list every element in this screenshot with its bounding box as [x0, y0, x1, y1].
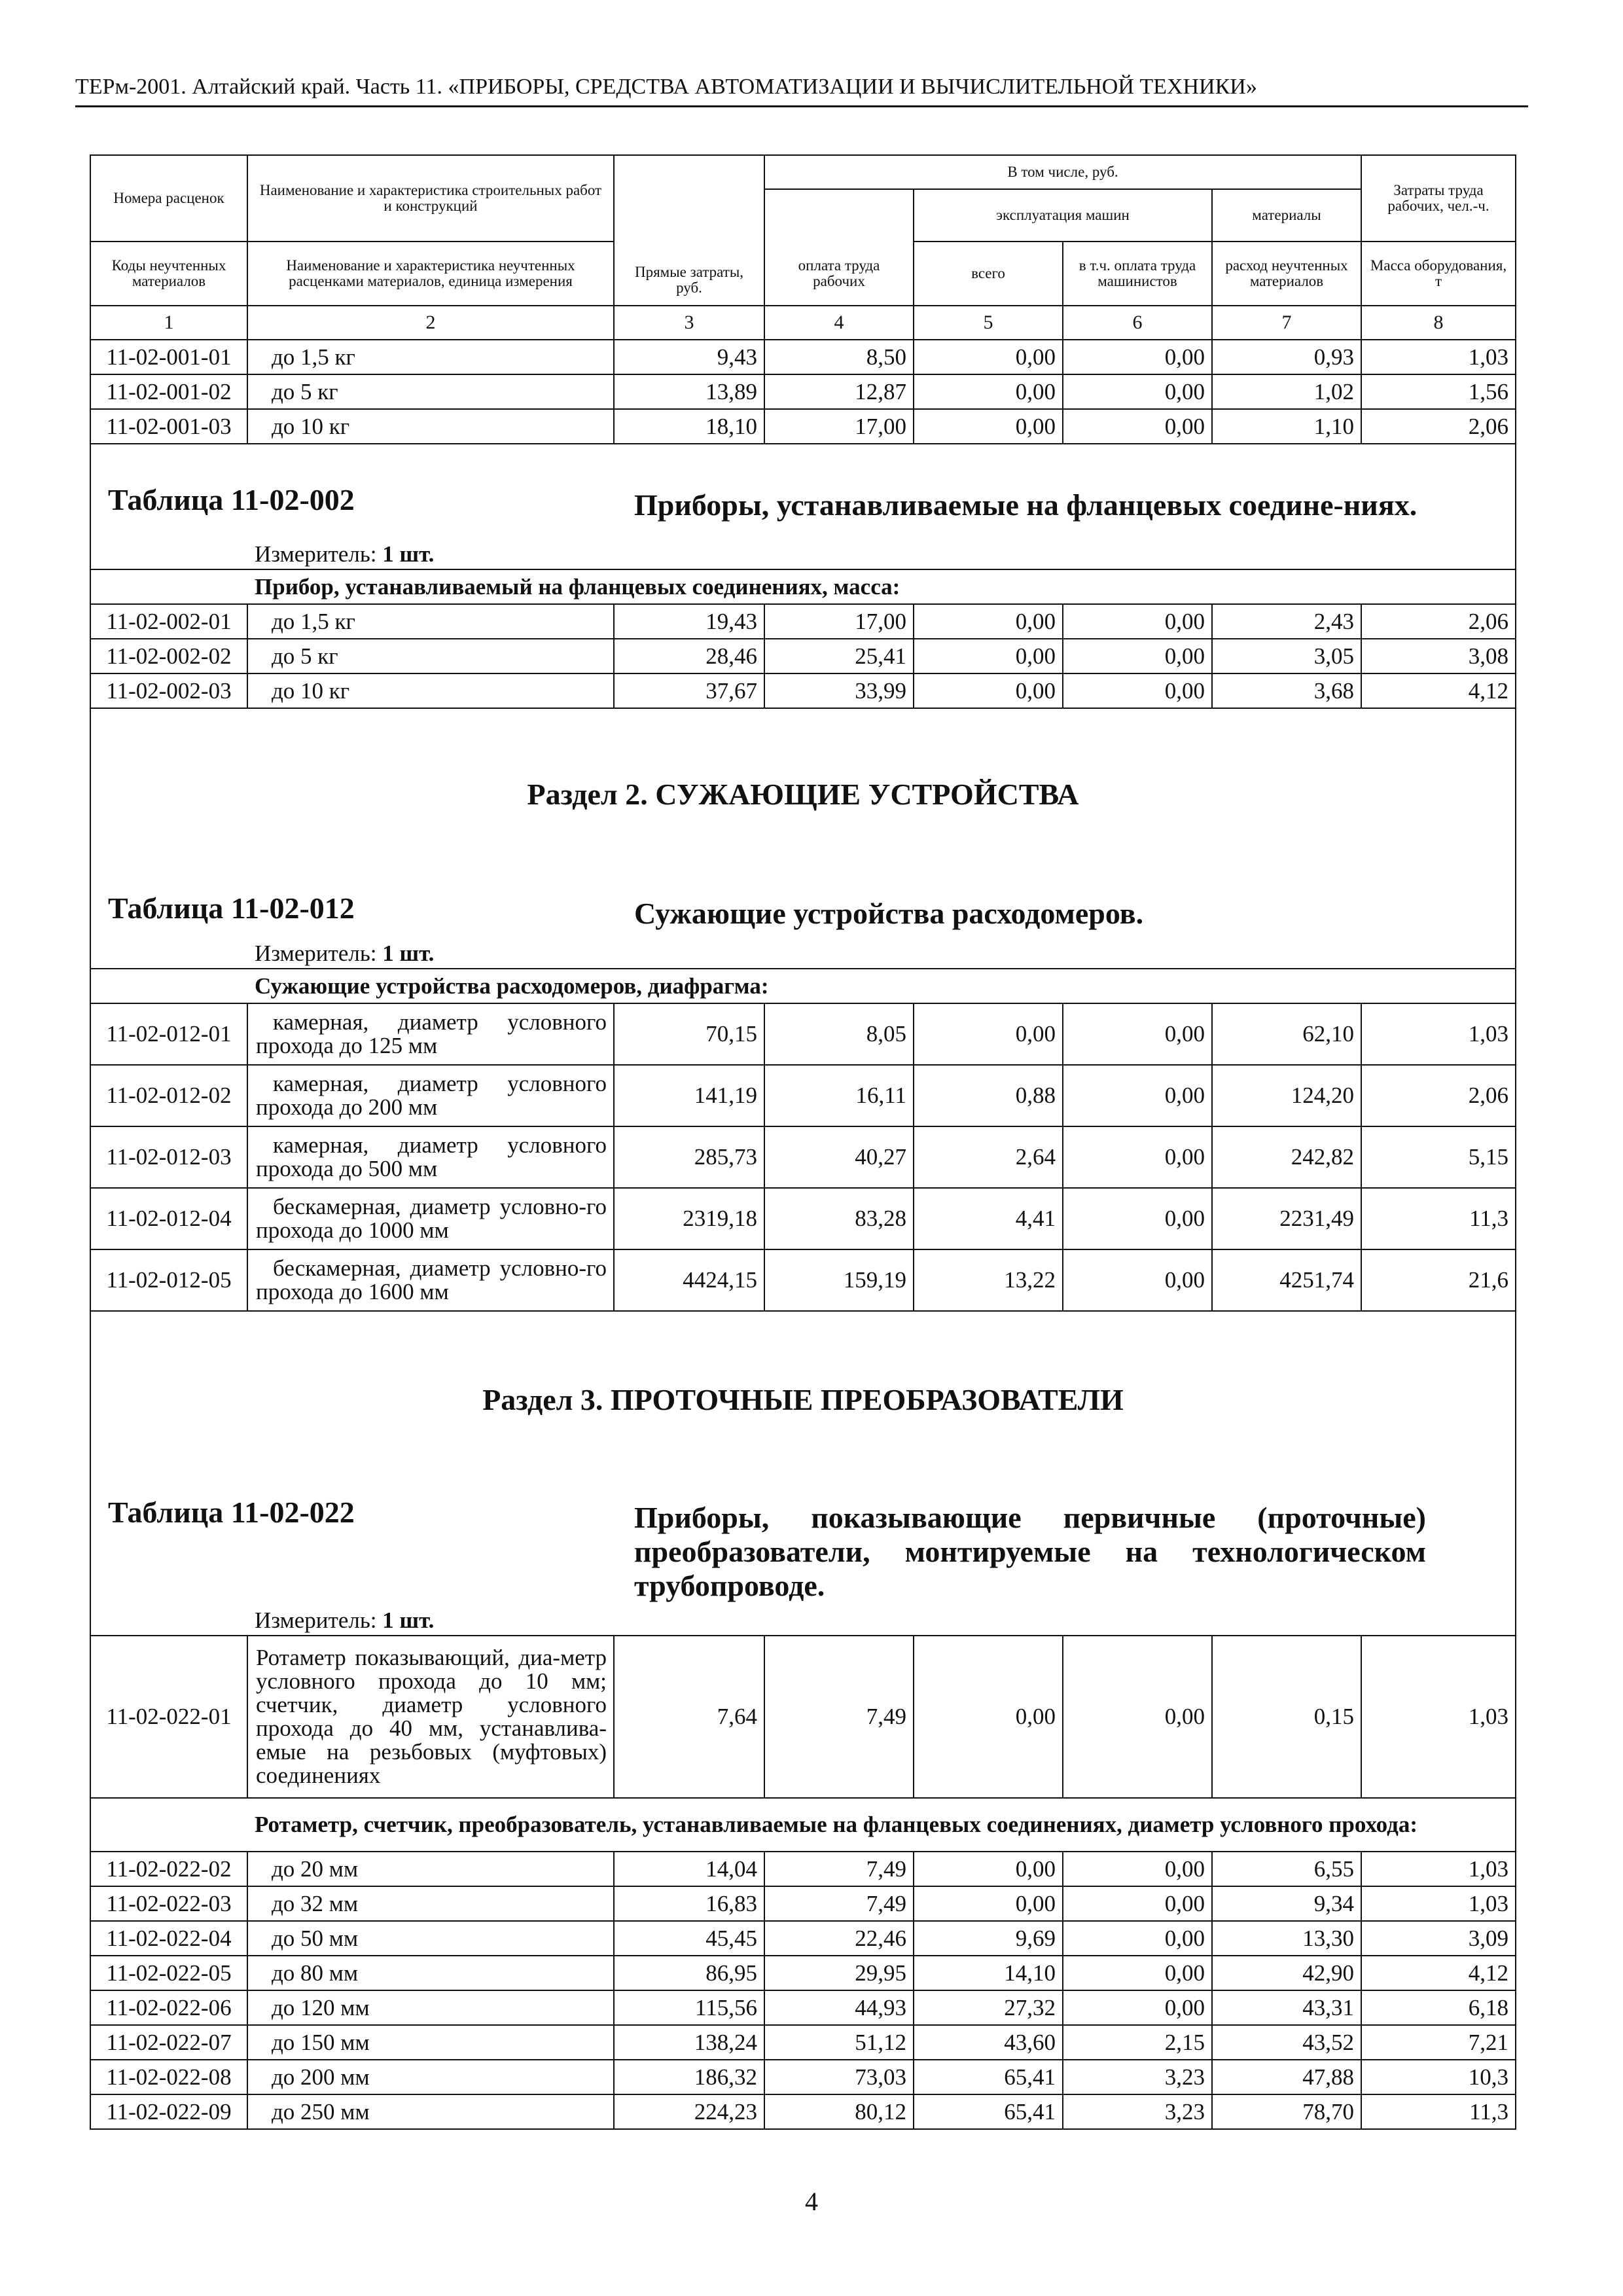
- table-title-block: [90, 444, 1516, 539]
- worker-pay: 80,12: [764, 2094, 914, 2129]
- materials-cost: 1,02: [1212, 374, 1361, 409]
- table-header: [90, 155, 1516, 340]
- labor-costs: 1,03: [1361, 340, 1516, 374]
- col-number: 6: [1063, 306, 1212, 340]
- materials-cost: 43,31: [1212, 1990, 1361, 2025]
- machines-total: 0,00: [914, 409, 1063, 444]
- labor-costs: 1,03: [1361, 1852, 1516, 1886]
- table-row: [90, 1852, 1516, 1886]
- machines-total: 43,60: [914, 2025, 1063, 2060]
- table-description: Приборы, устанавливаемые на фланцевых соедине-ниях.: [634, 488, 1418, 522]
- measure-label: Измеритель:: [255, 541, 377, 567]
- table-title-block: [90, 1488, 1516, 1605]
- rate-code: 11-02-012-02: [90, 1065, 247, 1126]
- direct-costs: 16,83: [614, 1886, 764, 1921]
- materials-cost: 2231,49: [1212, 1188, 1361, 1249]
- rate-code: 11-02-001-02: [90, 374, 247, 409]
- direct-costs: 19,43: [614, 604, 764, 639]
- machines-total: 65,41: [914, 2094, 1063, 2129]
- worker-pay: 40,27: [764, 1126, 914, 1188]
- materials-cost: 124,20: [1212, 1065, 1361, 1126]
- machines-total: 0,00: [914, 340, 1063, 374]
- rate-name: камерная, диаметр условного прохода до 200 мм: [247, 1065, 614, 1126]
- direct-costs: 141,19: [614, 1065, 764, 1126]
- rate-code: 11-02-022-07: [90, 2025, 247, 2060]
- labor-costs: 5,15: [1361, 1126, 1516, 1188]
- measure-unit: [90, 939, 1516, 969]
- measure-value: 1 шт.: [382, 940, 435, 966]
- machinist-pay: 0,00: [1063, 1249, 1212, 1311]
- rate-code: 11-02-012-01: [90, 1003, 247, 1065]
- group-subheading: Сужающие устройства расходомеров, диафрагма:: [90, 969, 1516, 1003]
- page-header-title: ТЕРм-2001. Алтайский край. Часть 11. «ПРИБОРЫ, СРЕДСТВА АВТОМАТИЗАЦИИ И ВЫЧИСЛИТЕЛЬНОЙ ТЕХНИКИ»: [75, 75, 1257, 99]
- worker-pay: 8,05: [764, 1003, 914, 1065]
- worker-pay: 159,19: [764, 1249, 914, 1311]
- rate-code: 11-02-002-01: [90, 604, 247, 639]
- header-materials: материалы: [1212, 189, 1361, 242]
- rate-code: 11-02-001-03: [90, 409, 247, 444]
- header-work-name: Наименование и характеристика строительных работ и конструкций: [247, 155, 614, 242]
- materials-cost: 42,90: [1212, 1956, 1361, 1990]
- header-total: всего: [914, 242, 1063, 306]
- rate-code: 11-02-022-08: [90, 2060, 247, 2094]
- machinist-pay: 0,00: [1063, 409, 1212, 444]
- measure-value: 1 шт.: [382, 541, 435, 567]
- labor-costs: 10,3: [1361, 2060, 1516, 2094]
- rate-code: 11-02-022-09: [90, 2094, 247, 2129]
- col-number: 1: [90, 306, 247, 340]
- measure-unit: [90, 539, 1516, 569]
- machinist-pay: 0,00: [1063, 1956, 1212, 1990]
- worker-pay: 12,87: [764, 374, 914, 409]
- machinist-pay: 0,00: [1063, 374, 1212, 409]
- table-row: [90, 1065, 1516, 1126]
- worker-pay: 8,50: [764, 340, 914, 374]
- header-machinist-pay: в т.ч. оплата труда машинистов: [1063, 242, 1212, 306]
- table-row: [90, 2094, 1516, 2129]
- measure-unit: [90, 1605, 1516, 1636]
- materials-cost: 47,88: [1212, 2060, 1361, 2094]
- table-row: [90, 1188, 1516, 1249]
- rate-name: до 10 кг: [247, 409, 614, 444]
- direct-costs: 45,45: [614, 1921, 764, 1956]
- header-unaccounted-codes: Коды неучтенных материалов: [90, 242, 247, 306]
- materials-cost: 6,55: [1212, 1852, 1361, 1886]
- materials-cost: 9,34: [1212, 1886, 1361, 1921]
- direct-costs: 18,10: [614, 409, 764, 444]
- labor-costs: 6,18: [1361, 1990, 1516, 2025]
- labor-costs: 11,3: [1361, 2094, 1516, 2129]
- table-label: Таблица 11-02-012: [108, 891, 355, 925]
- rate-name: до 20 мм: [247, 1852, 614, 1886]
- machinist-pay: 0,00: [1063, 1852, 1212, 1886]
- labor-costs: 2,06: [1361, 1065, 1516, 1126]
- materials-cost: 62,10: [1212, 1003, 1361, 1065]
- table-row: [90, 1921, 1516, 1956]
- worker-pay: 33,99: [764, 673, 914, 708]
- worker-pay: 7,49: [764, 1636, 914, 1798]
- labor-costs: 4,12: [1361, 1956, 1516, 1990]
- worker-pay: 17,00: [764, 604, 914, 639]
- labor-costs: 21,6: [1361, 1249, 1516, 1311]
- rate-name: до 80 мм: [247, 1956, 614, 1990]
- header-rule: [75, 105, 1528, 107]
- rate-code: 11-02-022-04: [90, 1921, 247, 1956]
- machinist-pay: 0,00: [1063, 340, 1212, 374]
- col-number: 3: [614, 306, 764, 340]
- col-number: 2: [247, 306, 614, 340]
- measure-value: 1 шт.: [382, 1607, 435, 1633]
- worker-pay: 73,03: [764, 2060, 914, 2094]
- machines-total: 2,64: [914, 1126, 1063, 1188]
- rate-name: до 5 кг: [247, 639, 614, 673]
- rate-name: до 32 мм: [247, 1886, 614, 1921]
- worker-pay: 44,93: [764, 1990, 914, 2025]
- col-number: 8: [1361, 306, 1516, 340]
- direct-costs: 4424,15: [614, 1249, 764, 1311]
- machines-total: 65,41: [914, 2060, 1063, 2094]
- labor-costs: 1,56: [1361, 374, 1516, 409]
- machines-total: 0,00: [914, 374, 1063, 409]
- rates-table: [90, 154, 1516, 2130]
- table-label: Таблица 11-02-002: [108, 482, 355, 516]
- direct-costs: 37,67: [614, 673, 764, 708]
- worker-pay: 83,28: [764, 1188, 914, 1249]
- machines-total: 0,00: [914, 604, 1063, 639]
- rate-code: 11-02-002-02: [90, 639, 247, 673]
- worker-pay: 22,46: [764, 1921, 914, 1956]
- worker-pay: 29,95: [764, 1956, 914, 1990]
- table-row: [90, 1956, 1516, 1990]
- rate-code: 11-02-002-03: [90, 673, 247, 708]
- labor-costs: 1,03: [1361, 1886, 1516, 1921]
- machinist-pay: 2,15: [1063, 2025, 1212, 2060]
- rate-code: 11-02-012-05: [90, 1249, 247, 1311]
- materials-cost: 0,93: [1212, 340, 1361, 374]
- labor-costs: 3,09: [1361, 1921, 1516, 1956]
- rate-name: бескамерная, диаметр условно-го прохода до 1600 мм: [247, 1249, 614, 1311]
- machines-total: 0,00: [914, 639, 1063, 673]
- rate-code: 11-02-012-03: [90, 1126, 247, 1188]
- rate-name: до 1,5 кг: [247, 340, 614, 374]
- section-2: [90, 708, 1516, 1003]
- direct-costs: 86,95: [614, 1956, 764, 1990]
- direct-costs: 70,15: [614, 1003, 764, 1065]
- table-row: [90, 2060, 1516, 2094]
- materials-cost: 3,68: [1212, 673, 1361, 708]
- machinist-pay: 0,00: [1063, 1636, 1212, 1798]
- header-worker-pay: оплата труда рабочих: [764, 242, 914, 306]
- table-row: [90, 1249, 1516, 1311]
- rate-code: 11-02-022-06: [90, 1990, 247, 2025]
- direct-costs: 2319,18: [614, 1188, 764, 1249]
- machinist-pay: 0,00: [1063, 1921, 1212, 1956]
- worker-pay: 7,49: [764, 1852, 914, 1886]
- labor-costs: 1,03: [1361, 1003, 1516, 1065]
- materials-cost: 3,05: [1212, 639, 1361, 673]
- machines-total: 14,10: [914, 1956, 1063, 1990]
- table-row: [90, 604, 1516, 639]
- machines-total: 27,32: [914, 1990, 1063, 2025]
- rate-name: до 250 мм: [247, 2094, 614, 2129]
- labor-costs: 4,12: [1361, 673, 1516, 708]
- labor-costs: 11,3: [1361, 1188, 1516, 1249]
- machinist-pay: 0,00: [1063, 604, 1212, 639]
- table-label: Таблица 11-02-022: [108, 1496, 355, 1529]
- worker-pay: 51,12: [764, 2025, 914, 2060]
- direct-costs: 7,64: [614, 1636, 764, 1798]
- rows-11-02-001: [90, 340, 1516, 444]
- header-machine-operation: эксплуатация машин: [914, 189, 1212, 242]
- page-number: 4: [805, 2187, 818, 2216]
- header-rate-numbers: Номера расценок: [90, 155, 247, 242]
- col-number: 4: [764, 306, 914, 340]
- rate-name: камерная, диаметр условного прохода до 125 мм: [247, 1003, 614, 1065]
- worker-pay: 17,00: [764, 409, 914, 444]
- labor-costs: 1,03: [1361, 1636, 1516, 1798]
- rows-11-02-012: [90, 1003, 1516, 1311]
- machinist-pay: 0,00: [1063, 1065, 1212, 1126]
- machines-total: 13,22: [914, 1249, 1063, 1311]
- materials-cost: 43,52: [1212, 2025, 1361, 2060]
- materials-cost: 78,70: [1212, 2094, 1361, 2129]
- machines-total: 0,00: [914, 1636, 1063, 1798]
- measure-label: Измеритель:: [255, 940, 377, 966]
- machines-total: 0,88: [914, 1065, 1063, 1126]
- header-blank-pay: [764, 189, 914, 242]
- table-row: [90, 340, 1516, 374]
- machines-total: 0,00: [914, 1886, 1063, 1921]
- header-unaccounted-names: Наименование и характеристика неучтенных расценками материалов, единица измерения: [247, 242, 614, 306]
- rate-code: 11-02-012-04: [90, 1188, 247, 1249]
- machinist-pay: 0,00: [1063, 1003, 1212, 1065]
- machines-total: 4,41: [914, 1188, 1063, 1249]
- table-row: [90, 1990, 1516, 2025]
- direct-costs: 285,73: [614, 1126, 764, 1188]
- worker-pay: 25,41: [764, 639, 914, 673]
- direct-costs: 14,04: [614, 1852, 764, 1886]
- header-equipment-mass: Масса оборудования, т: [1361, 242, 1516, 306]
- materials-cost: 0,15: [1212, 1636, 1361, 1798]
- machinist-pay: 3,23: [1063, 2094, 1212, 2129]
- col-number: 5: [914, 306, 1063, 340]
- rate-name: бескамерная, диаметр условно-го прохода до 1000 мм: [247, 1188, 614, 1249]
- header-unaccounted-consumption: расход неучтенных материалов: [1212, 242, 1361, 306]
- materials-cost: 13,30: [1212, 1921, 1361, 1956]
- materials-cost: 2,43: [1212, 604, 1361, 639]
- header-in-that-number: В том числе, руб.: [764, 155, 1361, 189]
- table-row: [90, 409, 1516, 444]
- table-row: [90, 2025, 1516, 2060]
- direct-costs: 138,24: [614, 2025, 764, 2060]
- direct-costs: 186,32: [614, 2060, 764, 2094]
- machinist-pay: 0,00: [1063, 1886, 1212, 1921]
- table-description: Сужающие устройства расходомеров.: [634, 897, 1144, 930]
- rate-code: 11-02-001-01: [90, 340, 247, 374]
- labor-costs: 2,06: [1361, 409, 1516, 444]
- machinist-pay: 0,00: [1063, 1188, 1212, 1249]
- rate-name: до 150 мм: [247, 2025, 614, 2060]
- machines-total: 0,00: [914, 1852, 1063, 1886]
- rate-code: 11-02-022-02: [90, 1852, 247, 1886]
- section-heading: Раздел 2. СУЖАЮЩИЕ УСТРОЙСТВА: [90, 708, 1516, 880]
- rate-name: Ротаметр показывающий, диа-метр условного прохода до 10 мм; счетчик, диаметр условного прохода до 40 мм, устанавлива-емые на резьбовых (муфтовых) соединениях: [247, 1636, 614, 1798]
- group-subheading: Прибор, устанавливаемый на фланцевых соединениях, масса:: [90, 569, 1516, 604]
- rows-11-02-002: [90, 604, 1516, 708]
- table-row: [90, 673, 1516, 708]
- direct-costs: 224,23: [614, 2094, 764, 2129]
- table-row: [90, 1636, 1516, 1798]
- table-row: [90, 639, 1516, 673]
- table-row: [90, 1886, 1516, 1921]
- labor-costs: 7,21: [1361, 2025, 1516, 2060]
- rate-code: 11-02-022-03: [90, 1886, 247, 1921]
- table-row: [90, 1003, 1516, 1065]
- rate-name: до 200 мм: [247, 2060, 614, 2094]
- direct-costs: 13,89: [614, 374, 764, 409]
- machinist-pay: 0,00: [1063, 673, 1212, 708]
- direct-costs: 28,46: [614, 639, 764, 673]
- rate-name: камерная, диаметр условного прохода до 500 мм: [247, 1126, 614, 1188]
- col-number: 7: [1212, 306, 1361, 340]
- rate-code: 11-02-022-01: [90, 1636, 247, 1798]
- section-heading: Раздел 3. ПРОТОЧНЫЕ ПРЕОБРАЗОВАТЕЛИ: [90, 1311, 1516, 1488]
- table-row: [90, 1126, 1516, 1188]
- machinist-pay: 3,23: [1063, 2060, 1212, 2094]
- materials-cost: 4251,74: [1212, 1249, 1361, 1311]
- direct-costs: 115,56: [614, 1990, 764, 2025]
- worker-pay: 7,49: [764, 1886, 914, 1921]
- machinist-pay: 0,00: [1063, 1126, 1212, 1188]
- labor-costs: 2,06: [1361, 604, 1516, 639]
- group-subheading: Ротаметр, счетчик, преобразователь, устанавливаемые на фланцевых соединениях, диаметр условного прохода:: [90, 1798, 1516, 1852]
- machines-total: 9,69: [914, 1921, 1063, 1956]
- machines-total: 0,00: [914, 1003, 1063, 1065]
- table-11-02-002: [90, 444, 1516, 604]
- header-direct-costs: Прямые затраты, руб.: [614, 155, 764, 306]
- rate-name: до 120 мм: [247, 1990, 614, 2025]
- rate-name: до 5 кг: [247, 374, 614, 409]
- materials-cost: 242,82: [1212, 1126, 1361, 1188]
- table-title-block: [90, 880, 1516, 939]
- rate-name: до 1,5 кг: [247, 604, 614, 639]
- worker-pay: 16,11: [764, 1065, 914, 1126]
- table-description: Приборы, показывающие первичные (проточные) преобразователи, монтируемые на технологическом трубопроводе.: [634, 1501, 1426, 1602]
- labor-costs: 3,08: [1361, 639, 1516, 673]
- section-3: [90, 1311, 1516, 1852]
- rate-code: 11-02-022-05: [90, 1956, 247, 1990]
- rate-name: до 10 кг: [247, 673, 614, 708]
- machinist-pay: 0,00: [1063, 1990, 1212, 2025]
- rate-name: до 50 мм: [247, 1921, 614, 1956]
- table-row: [90, 374, 1516, 409]
- direct-costs: 9,43: [614, 340, 764, 374]
- header-labor-costs: Затраты труда рабочих, чел.-ч.: [1361, 155, 1516, 242]
- measure-label: Измеритель:: [255, 1607, 377, 1633]
- rows-11-02-022: [90, 1852, 1516, 2129]
- materials-cost: 1,10: [1212, 409, 1361, 444]
- machinist-pay: 0,00: [1063, 639, 1212, 673]
- machines-total: 0,00: [914, 673, 1063, 708]
